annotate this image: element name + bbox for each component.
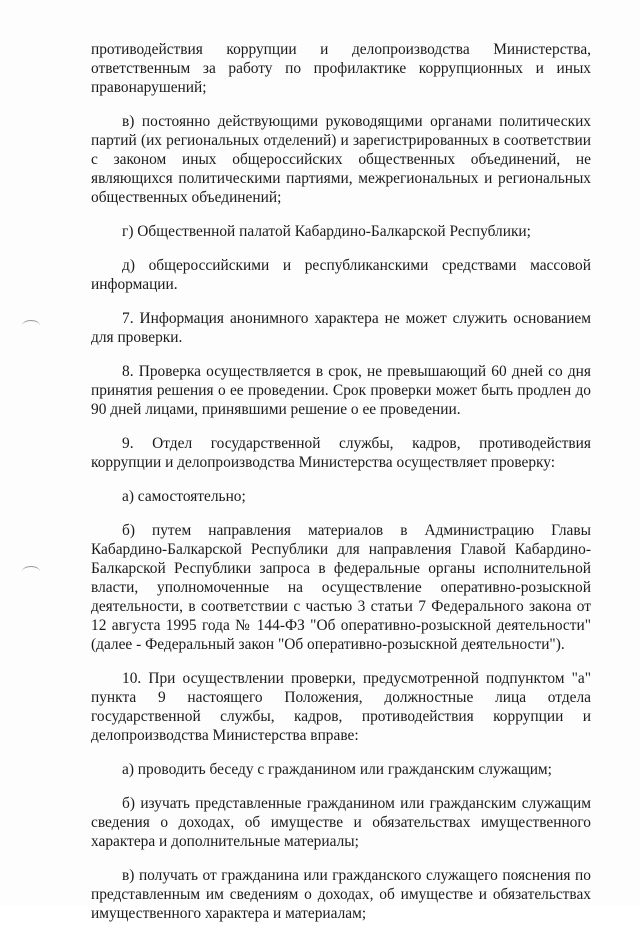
- paragraph-item-v: в) постоянно действующими руководящими органами политических партий (их региональных отделений) и зарегистрированных в соответствии с законом иных общероссийских общественных объединений, не являющихся политическими партиями, межрегиональных и региональных общественных объединений;: [91, 113, 591, 206]
- punch-hole-mark: [22, 320, 40, 331]
- punch-hole-mark: [22, 566, 40, 577]
- paragraph-8: 8. Проверка осуществляется в срок, не превышающий 60 дней со дня принятия решения о ее проведении. Срок проверки может быть продлен до 90 дней лицами, принявшими решение о ее проведении.: [91, 363, 591, 418]
- paragraph-item-g: г) Общественной палатой Кабардино-Балкарской Республики;: [122, 223, 531, 240]
- paragraph-item-d: д) общероссийскими и республиканскими средствами массовой информации.: [91, 257, 591, 293]
- paragraph-9: 9. Отдел государственной службы, кадров, противодействия коррупции и делопроизводства Министерства осуществляет проверку:: [91, 435, 591, 471]
- paragraph-7: 7. Информация анонимного характера не может служить основанием для проверки.: [91, 310, 591, 346]
- paragraph-10-a: а) проводить беседу с гражданином или гражданским служащим;: [122, 761, 552, 778]
- paragraph-9-b: б) путем направления материалов в Администрацию Главы Кабардино-Балкарской Республики для направления Главой Кабардино-Балкарской Республики запроса в федеральные органы исполнительной власти, уполномоченные на осуществление оперативно-розыскной деятельности, в соответствии с частью 3 статьи 7 Федерального закона от 12 августа 1995 года № 144-ФЗ "Об оперативно-розыскной деятельности" (далее - Федеральный закон "Об оперативно-розыскной деятельности").: [91, 522, 591, 653]
- paragraph-10-v: в) получать от гражданина или гражданского служащего пояснения по представленным им сведениям о доходах, об имуществе и обязательствах имущественного характера и материалам;: [91, 867, 591, 922]
- paragraph-10-b: б) изучать представленные гражданином или гражданским служащим сведения о доходах, об имуществе и обязательствах имущественного характера и дополнительные материалы;: [91, 795, 591, 850]
- paragraph-9-a: а) самостоятельно;: [122, 488, 246, 505]
- document-body: [91, 40, 591, 938]
- paragraph-continuation: противодействия коррупции и делопроизводства Министерства, ответственным за работу по профилактике коррупционных и иных правонарушений;: [91, 41, 591, 96]
- paragraph-10: 10. При осуществлении проверки, предусмотренной подпунктом "а" пункта 9 настоящего Положения, должностные лица отдела государственной службы, кадров, противодействия коррупции и делопроизводства Министерства вправе:: [91, 670, 591, 744]
